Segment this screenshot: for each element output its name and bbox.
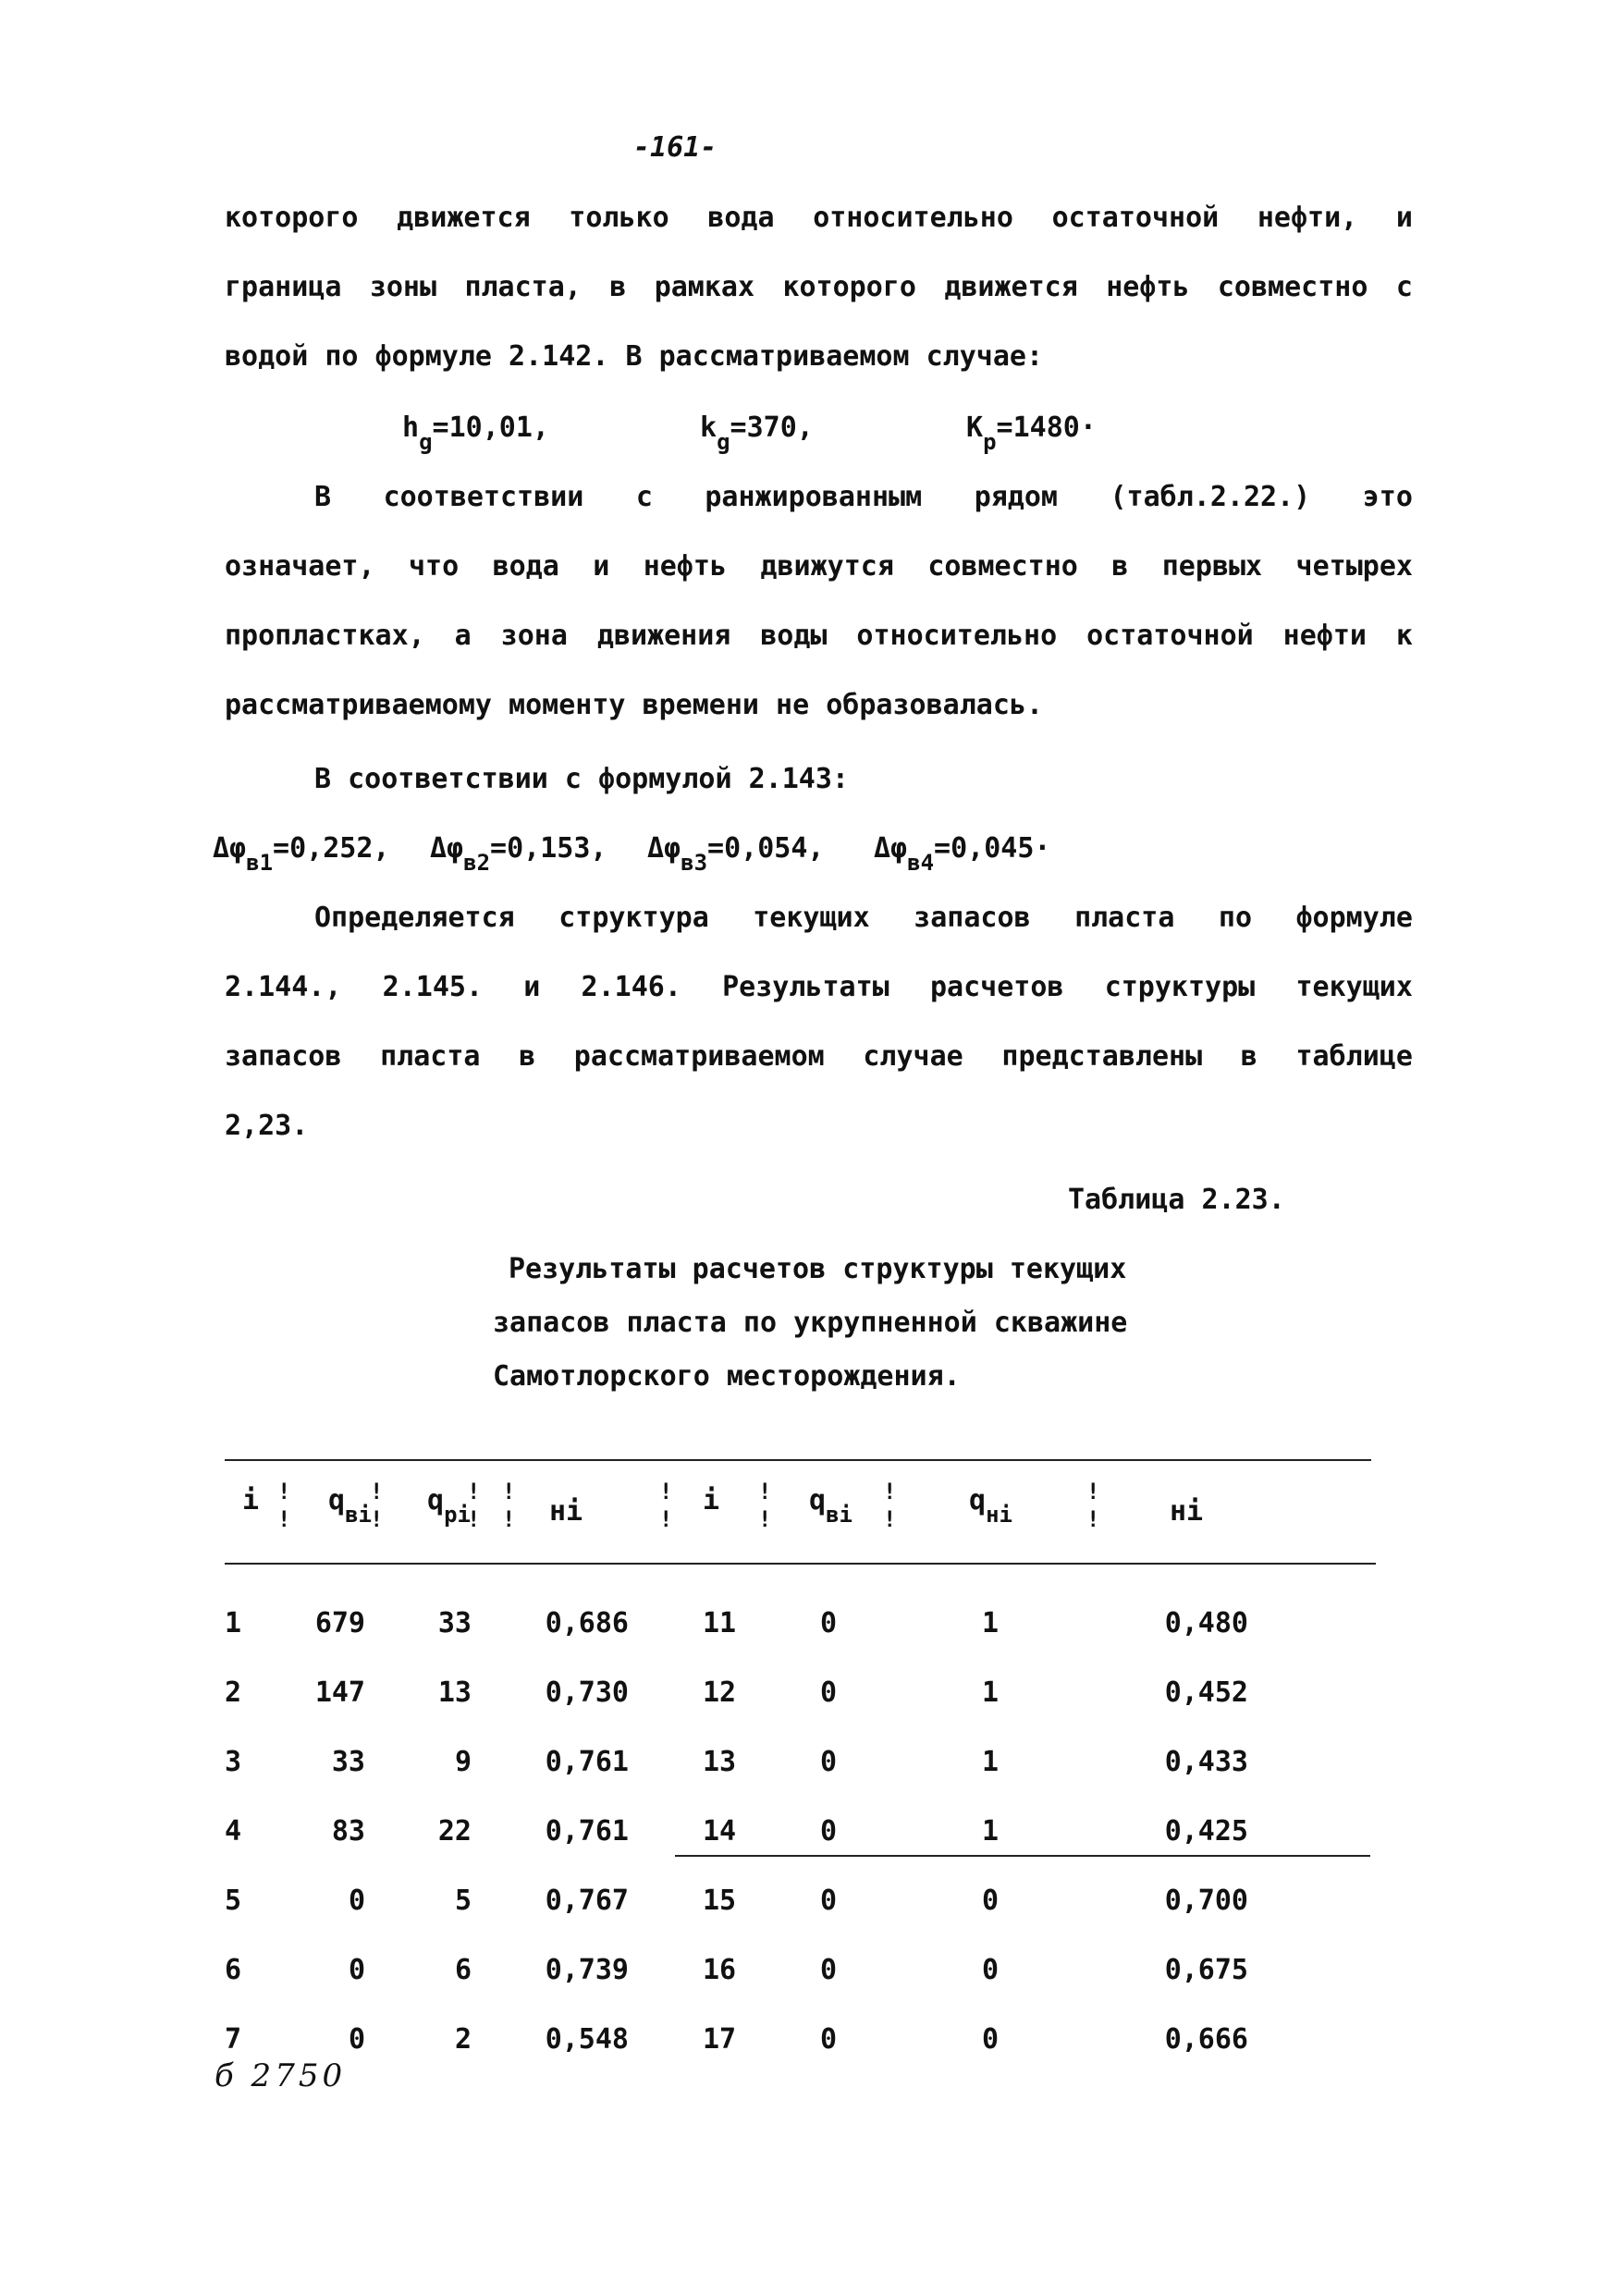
table-cell-i1: 3	[225, 1746, 242, 1778]
header-i-1: i	[242, 1484, 260, 1516]
table-cell-i2: 15	[703, 1885, 737, 1917]
table-cell-qp: 6	[454, 1954, 472, 1986]
word: четырех	[1295, 550, 1413, 583]
paragraph-3: В соответствии с формулой 2.143:	[314, 763, 849, 795]
table-cell-qh: 0	[981, 1954, 999, 1986]
word: Результаты	[722, 971, 889, 1003]
word: В	[314, 481, 332, 513]
word: рассматриваемом	[573, 1040, 825, 1073]
word: 2.145.	[382, 971, 484, 1003]
word: пропластках,	[225, 620, 425, 652]
table-cell-i2: 16	[703, 1954, 737, 1986]
text-line	[225, 550, 1413, 583]
word: движется	[944, 271, 1078, 303]
table-cell-qb2: 0	[819, 1885, 837, 1917]
formula-h: $h_g=10,01$,	[402, 411, 549, 455]
column-separator: !	[659, 1506, 673, 1532]
table-cell-i1: 5	[225, 1885, 242, 1917]
word: остаточной	[1086, 620, 1254, 652]
formula-K: $K_p=1480\cdot$	[966, 411, 1097, 455]
table-cell-i2: 11	[703, 1607, 737, 1639]
table-cell-qb1: 0	[348, 1885, 365, 1917]
word: граница	[225, 271, 342, 303]
table-cell-qb1: 33	[331, 1746, 365, 1778]
text-line	[225, 271, 1413, 303]
word: запасов	[914, 902, 1031, 934]
word: остаточной	[1051, 202, 1220, 234]
column-separator: !	[758, 1479, 772, 1504]
column-separator: !	[370, 1479, 384, 1504]
column-separator: !	[883, 1506, 897, 1532]
word: запасов	[225, 1040, 342, 1073]
formula-dphi-4: $\Delta\varphi_{в4}=0,045\cdot$	[874, 832, 1051, 876]
text-line	[314, 481, 1413, 513]
word: вода	[707, 202, 775, 234]
word: в	[519, 1040, 536, 1073]
word: которого	[225, 202, 359, 234]
word: рассматриваемому моменту времени не образовалась.	[225, 689, 1044, 721]
word: вода	[492, 550, 559, 583]
word: что	[408, 550, 460, 583]
word: в	[609, 271, 627, 303]
table-cell-qb2: 0	[819, 1815, 837, 1848]
word: первых	[1161, 550, 1263, 583]
formula-dphi-2: $\Delta\varphi_{в2}=0,153$,	[430, 832, 607, 876]
word: и	[523, 971, 541, 1003]
word: совместно	[927, 550, 1078, 583]
column-separator: !	[1086, 1506, 1100, 1532]
table-cell-qh: 0	[981, 1885, 999, 1917]
word: нефти,	[1257, 202, 1358, 234]
table-cell-qb2: 0	[819, 1746, 837, 1778]
word: формуле	[1295, 902, 1413, 934]
column-separator: !	[758, 1506, 772, 1532]
table-title-line-3: Самотлорского месторождения.	[493, 1360, 961, 1393]
word: а	[454, 620, 472, 652]
table-cell-h1: 0,761	[545, 1746, 629, 1778]
word: текущих	[1295, 971, 1413, 1003]
word: рядом	[974, 481, 1058, 513]
column-separator: !	[277, 1479, 291, 1504]
table-cell-qp: 33	[437, 1607, 472, 1639]
table-cell-h2: 0,425	[1164, 1815, 1248, 1848]
word: означает,	[225, 550, 375, 583]
header-i-2: i	[703, 1484, 720, 1516]
table-cell-qh: 1	[981, 1607, 999, 1639]
table-cell-qb2: 0	[819, 2023, 837, 2056]
table-cell-i1: 6	[225, 1954, 242, 1986]
page-number: -161-	[633, 131, 718, 164]
word: нефть	[643, 550, 727, 583]
table-cell-h1: 0,686	[545, 1607, 629, 1639]
word: с	[635, 481, 653, 513]
word: зоны	[369, 271, 437, 303]
table-cell-qb1: 147	[314, 1676, 365, 1709]
table-cell-qb2: 0	[819, 1676, 837, 1709]
word: в	[1240, 1040, 1257, 1073]
table-cell-qp: 5	[454, 1885, 472, 1917]
header-h-1: нi	[549, 1495, 583, 1528]
word: Определяется	[314, 902, 515, 934]
table-cell-h2: 0,480	[1164, 1607, 1248, 1639]
table-cell-i1: 7	[225, 2023, 242, 2056]
header-h-2: нi	[1170, 1495, 1204, 1528]
column-separator: !	[659, 1479, 673, 1504]
word: представлены	[1001, 1040, 1203, 1073]
word: воды	[760, 620, 828, 652]
text-line	[225, 202, 1413, 234]
table-cell-h2: 0,452	[1164, 1676, 1248, 1709]
word: относительно	[856, 620, 1058, 652]
word: по	[1218, 902, 1253, 934]
text-line	[225, 1040, 1413, 1073]
text-line	[225, 971, 1413, 1003]
table-cell-qb1: 83	[331, 1815, 365, 1848]
word: рамках	[654, 271, 755, 303]
word: нефть	[1106, 271, 1190, 303]
word: ранжированным	[705, 481, 923, 513]
column-separator: !	[883, 1479, 897, 1504]
table-title-line-1: Результаты расчетов структуры текущих	[509, 1253, 1127, 1285]
word: которого	[782, 271, 916, 303]
word: водой по формуле 2.142. В рассматриваемом случае:	[225, 340, 1044, 373]
word: совместно	[1217, 271, 1368, 303]
word: текущих	[753, 902, 870, 934]
table-cell-qp: 22	[437, 1815, 472, 1848]
word: с	[1395, 271, 1413, 303]
table-cell-h1: 0,730	[545, 1676, 629, 1709]
header-q-b-1: $q_{вi}$	[328, 1484, 372, 1528]
table-cell-i2: 12	[703, 1676, 737, 1709]
word: только	[569, 202, 669, 234]
table-cell-h1: 0,548	[545, 2023, 629, 2056]
text-line	[225, 620, 1413, 652]
column-separator: !	[1086, 1479, 1100, 1504]
table-cell-qp: 9	[454, 1746, 472, 1778]
word: и	[593, 550, 610, 583]
text-line	[314, 902, 1413, 934]
table-cell-qh: 1	[981, 1815, 999, 1848]
table-label: Таблица 2.23.	[1068, 1184, 1285, 1216]
table-cell-h2: 0,433	[1164, 1746, 1248, 1778]
word: таблице	[1295, 1040, 1413, 1073]
word: пласта	[1074, 902, 1175, 934]
word: (табл.2.22.)	[1110, 481, 1311, 513]
header-q-p: $q_{pi}$	[427, 1484, 471, 1528]
column-separator: !	[467, 1479, 481, 1504]
table-cell-h2: 0,675	[1164, 1954, 1248, 1986]
text-line	[225, 1110, 1413, 1142]
table-title-line-2: запасов пласта по укрупненной скважине	[493, 1307, 1128, 1339]
column-separator: !	[502, 1506, 516, 1532]
word: зона	[500, 620, 568, 652]
column-separator: !	[502, 1479, 516, 1504]
table-cell-qh: 0	[981, 2023, 999, 2056]
word: структура	[558, 902, 709, 934]
table-cell-qh: 1	[981, 1746, 999, 1778]
table-cell-qp: 13	[437, 1676, 472, 1709]
word: в	[1111, 550, 1129, 583]
column-separator: !	[277, 1506, 291, 1532]
word: расчетов	[929, 971, 1064, 1003]
table-cell-qb1: 0	[348, 1954, 365, 1986]
table-cell-h1: 0,739	[545, 1954, 629, 1986]
table-cell-h2: 0,700	[1164, 1885, 1248, 1917]
word: 2,23.	[225, 1110, 309, 1142]
word: к	[1395, 620, 1413, 652]
word: относительно	[813, 202, 1013, 234]
formula-k: $k_g=370$,	[700, 411, 814, 455]
table-cell-h1: 0,761	[545, 1815, 629, 1848]
handwritten-note: б 2750	[215, 2057, 347, 2094]
text-line	[225, 340, 1413, 373]
table-cell-i2: 14	[703, 1815, 737, 1848]
word: и	[1395, 202, 1413, 234]
table-cell-i1: 1	[225, 1607, 242, 1639]
column-separator: !	[370, 1506, 384, 1532]
text-line	[225, 689, 1413, 721]
table-cell-h1: 0,767	[545, 1885, 629, 1917]
word: пласта	[380, 1040, 481, 1073]
column-separator: !	[467, 1506, 481, 1532]
word: случае	[863, 1040, 963, 1073]
header-q-b-2: $q_{вi}$	[809, 1484, 852, 1528]
header-q-h: $q_{нi}$	[969, 1484, 1012, 1528]
table-cell-qb1: 679	[314, 1607, 365, 1639]
word: нефти	[1282, 620, 1367, 652]
table-cell-i1: 2	[225, 1676, 242, 1709]
word: соответствии	[383, 481, 584, 513]
word: пласта,	[464, 271, 582, 303]
word: 2.146.	[581, 971, 681, 1003]
word: движутся	[760, 550, 894, 583]
table-cell-qh: 1	[981, 1676, 999, 1709]
word: движется	[397, 202, 531, 234]
table-group-rule	[675, 1855, 1370, 1857]
table-cell-h2: 0,666	[1164, 2023, 1248, 2056]
table-cell-qb1: 0	[348, 2023, 365, 2056]
table-cell-i2: 13	[703, 1746, 737, 1778]
table-cell-qb2: 0	[819, 1954, 837, 1986]
table-cell-qb2: 0	[819, 1607, 837, 1639]
formula-dphi-1: $\Delta\varphi_{в1}=0,252$,	[213, 832, 390, 876]
table-cell-qp: 2	[454, 2023, 472, 2056]
word: 2.144.,	[225, 971, 342, 1003]
word: структуры	[1104, 971, 1256, 1003]
word: движения	[596, 620, 731, 652]
table-cell-i1: 4	[225, 1815, 242, 1848]
table-header-rule	[225, 1563, 1376, 1565]
table-top-rule	[225, 1459, 1371, 1461]
formula-dphi-3: $\Delta\varphi_{в3}=0,054$,	[647, 832, 825, 876]
table-cell-i2: 17	[703, 2023, 737, 2056]
word: это	[1362, 481, 1413, 513]
